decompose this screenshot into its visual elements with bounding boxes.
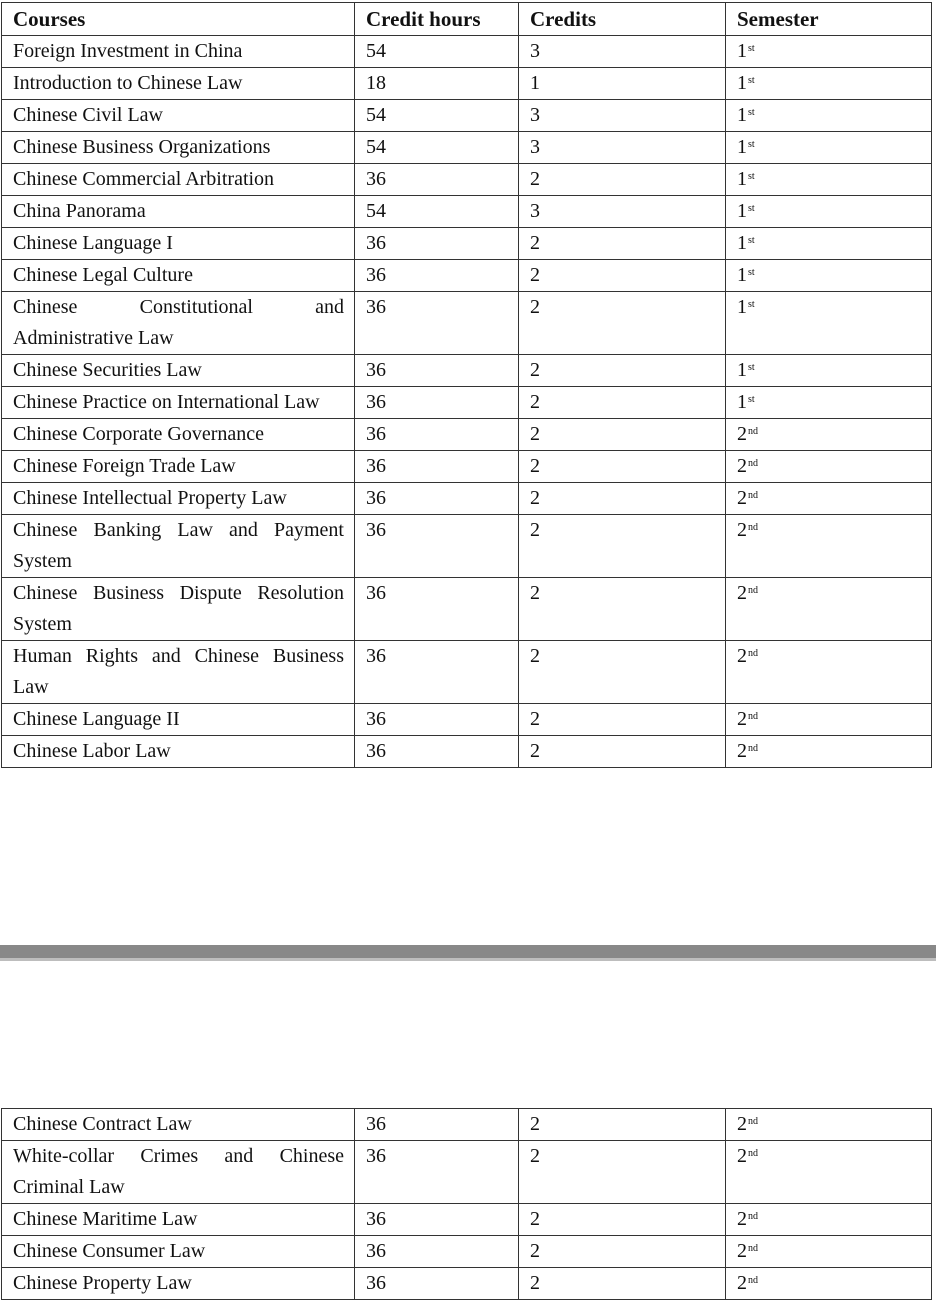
column-header-credit-hours: Credit hours — [355, 3, 519, 36]
semester-ordinal-suffix: nd — [748, 711, 758, 722]
semester-number: 1 — [737, 232, 747, 254]
credit-hours-cell: 54 — [355, 132, 519, 164]
credit-hours-cell: 36 — [355, 387, 519, 419]
table-row — [2, 387, 932, 419]
table-row — [2, 736, 932, 768]
credits-cell: 2 — [519, 164, 726, 196]
semester-cell — [726, 164, 932, 196]
course-table-continued — [1, 1108, 932, 1300]
table-row — [2, 515, 932, 578]
semester-cell — [726, 228, 932, 260]
semester-cell — [726, 260, 932, 292]
credit-hours-cell: 36 — [355, 1236, 519, 1268]
semester-number: 2 — [737, 455, 747, 477]
credit-hours-cell: 54 — [355, 36, 519, 68]
credits-cell: 3 — [519, 196, 726, 228]
semester-ordinal-suffix: nd — [748, 1116, 758, 1127]
semester-ordinal-suffix: st — [748, 299, 755, 310]
course-name: Chinese Foreign Trade Law — [2, 451, 355, 483]
semester-number: 2 — [737, 1145, 747, 1167]
column-header-semester: Semester — [726, 3, 932, 36]
semester-number: 1 — [737, 72, 747, 94]
table-row — [2, 419, 932, 451]
course-name: Chinese Business Organizations — [2, 132, 355, 164]
credit-hours-cell: 36 — [355, 419, 519, 451]
semester-number: 2 — [737, 1113, 747, 1135]
semester-cell — [726, 1268, 932, 1300]
column-header-credits: Credits — [519, 3, 726, 36]
course-name: Chinese Legal Culture — [2, 260, 355, 292]
course-name: Human Rights and Chinese Business Law — [2, 641, 355, 704]
semester-number: 2 — [737, 519, 747, 541]
course-name: Introduction to Chinese Law — [2, 68, 355, 100]
table-row — [2, 1268, 932, 1300]
credits-cell: 2 — [519, 515, 726, 578]
semester-number: 1 — [737, 391, 747, 413]
semester-number: 2 — [737, 645, 747, 667]
table-row — [2, 100, 932, 132]
semester-cell — [726, 1204, 932, 1236]
credits-cell: 2 — [519, 578, 726, 641]
credits-cell: 2 — [519, 451, 726, 483]
table-row — [2, 355, 932, 387]
course-name: China Panorama — [2, 196, 355, 228]
credits-cell: 3 — [519, 132, 726, 164]
course-name: Chinese Banking Law and Payment System — [2, 515, 355, 578]
semester-ordinal-suffix: st — [748, 43, 755, 54]
semester-cell — [726, 704, 932, 736]
credits-cell: 2 — [519, 736, 726, 768]
semester-number: 1 — [737, 200, 747, 222]
course-name: Chinese Labor Law — [2, 736, 355, 768]
semester-cell — [726, 451, 932, 483]
semester-cell — [726, 1109, 932, 1141]
semester-number: 1 — [737, 40, 747, 62]
semester-ordinal-suffix: nd — [748, 1243, 758, 1254]
table-row — [2, 1236, 932, 1268]
credits-cell: 2 — [519, 1141, 726, 1204]
table-row — [2, 292, 932, 355]
course-name: Chinese Language II — [2, 704, 355, 736]
semester-cell — [726, 515, 932, 578]
credit-hours-cell: 36 — [355, 451, 519, 483]
course-name: Chinese Property Law — [2, 1268, 355, 1300]
semester-number: 1 — [737, 168, 747, 190]
semester-ordinal-suffix: nd — [748, 1275, 758, 1286]
course-table — [1, 2, 932, 768]
credit-hours-cell: 36 — [355, 260, 519, 292]
table-row — [2, 451, 932, 483]
course-name: Chinese Corporate Governance — [2, 419, 355, 451]
credit-hours-cell: 36 — [355, 292, 519, 355]
semester-ordinal-suffix: st — [748, 235, 755, 246]
table-row — [2, 196, 932, 228]
course-name: Chinese Intellectual Property Law — [2, 483, 355, 515]
credit-hours-cell: 36 — [355, 483, 519, 515]
table-header-row — [2, 3, 932, 36]
semester-number: 1 — [737, 296, 747, 318]
table-row — [2, 641, 932, 704]
table-row — [2, 1204, 932, 1236]
semester-ordinal-suffix: nd — [748, 1211, 758, 1222]
semester-cell — [726, 100, 932, 132]
page-divider — [0, 945, 936, 961]
semester-number: 1 — [737, 359, 747, 381]
table-row — [2, 228, 932, 260]
credits-cell: 2 — [519, 483, 726, 515]
table-row — [2, 68, 932, 100]
course-name: Chinese Maritime Law — [2, 1204, 355, 1236]
credits-cell: 2 — [519, 1236, 726, 1268]
course-name: Chinese Language I — [2, 228, 355, 260]
credits-cell: 2 — [519, 292, 726, 355]
semester-ordinal-suffix: nd — [748, 743, 758, 754]
credits-cell: 3 — [519, 36, 726, 68]
course-table-body — [2, 36, 932, 768]
semester-ordinal-suffix: st — [748, 75, 755, 86]
semester-ordinal-suffix: nd — [748, 585, 758, 596]
credits-cell: 2 — [519, 1109, 726, 1141]
course-name: Chinese Constitutional and Administrative Law — [2, 292, 355, 355]
course-name: White-collar Crimes and Chinese Criminal Law — [2, 1141, 355, 1204]
semester-number: 2 — [737, 1272, 747, 1294]
semester-cell — [726, 1236, 932, 1268]
semester-ordinal-suffix: st — [748, 139, 755, 150]
semester-number: 1 — [737, 104, 747, 126]
credit-hours-cell: 36 — [355, 228, 519, 260]
credits-cell: 2 — [519, 1204, 726, 1236]
credits-cell: 2 — [519, 641, 726, 704]
semester-cell — [726, 196, 932, 228]
course-table-continued-body — [2, 1109, 932, 1300]
semester-ordinal-suffix: st — [748, 394, 755, 405]
credit-hours-cell: 36 — [355, 515, 519, 578]
semester-number: 2 — [737, 1240, 747, 1262]
semester-cell — [726, 132, 932, 164]
semester-cell — [726, 68, 932, 100]
credits-cell: 2 — [519, 387, 726, 419]
credit-hours-cell: 36 — [355, 641, 519, 704]
table-row — [2, 1141, 932, 1204]
semester-number: 2 — [737, 740, 747, 762]
course-name: Chinese Consumer Law — [2, 1236, 355, 1268]
table-row — [2, 164, 932, 196]
semester-ordinal-suffix: nd — [748, 458, 758, 469]
semester-number: 1 — [737, 136, 747, 158]
semester-cell — [726, 355, 932, 387]
table-row — [2, 578, 932, 641]
semester-number: 2 — [737, 1208, 747, 1230]
semester-ordinal-suffix: st — [748, 171, 755, 182]
table-row — [2, 260, 932, 292]
semester-cell — [726, 419, 932, 451]
table-row — [2, 36, 932, 68]
semester-ordinal-suffix: st — [748, 362, 755, 373]
credits-cell: 1 — [519, 68, 726, 100]
credit-hours-cell: 36 — [355, 1109, 519, 1141]
credit-hours-cell: 36 — [355, 736, 519, 768]
semester-ordinal-suffix: nd — [748, 648, 758, 659]
semester-ordinal-suffix: nd — [748, 426, 758, 437]
semester-cell — [726, 578, 932, 641]
semester-number: 1 — [737, 264, 747, 286]
semester-number: 2 — [737, 708, 747, 730]
column-header-courses: Courses — [2, 3, 355, 36]
course-name: Foreign Investment in China — [2, 36, 355, 68]
semester-cell — [726, 292, 932, 355]
credits-cell: 2 — [519, 704, 726, 736]
course-name: Chinese Practice on International Law — [2, 387, 355, 419]
course-name: Chinese Business Dispute Resolution System — [2, 578, 355, 641]
course-name: Chinese Civil Law — [2, 100, 355, 132]
credit-hours-cell: 36 — [355, 578, 519, 641]
credit-hours-cell: 36 — [355, 1268, 519, 1300]
course-name: Chinese Securities Law — [2, 355, 355, 387]
semester-cell — [726, 483, 932, 515]
credits-cell: 2 — [519, 355, 726, 387]
credit-hours-cell: 36 — [355, 355, 519, 387]
semester-number: 2 — [737, 582, 747, 604]
semester-cell — [726, 387, 932, 419]
credits-cell: 2 — [519, 1268, 726, 1300]
semester-ordinal-suffix: nd — [748, 1148, 758, 1159]
table-row — [2, 483, 932, 515]
credit-hours-cell: 54 — [355, 196, 519, 228]
table-row — [2, 132, 932, 164]
semester-cell — [726, 736, 932, 768]
semester-number: 2 — [737, 423, 747, 445]
credits-cell: 2 — [519, 419, 726, 451]
credit-hours-cell: 36 — [355, 164, 519, 196]
credits-cell: 2 — [519, 228, 726, 260]
course-name: Chinese Commercial Arbitration — [2, 164, 355, 196]
semester-ordinal-suffix: st — [748, 267, 755, 278]
semester-cell — [726, 36, 932, 68]
semester-ordinal-suffix: nd — [748, 522, 758, 533]
table-row — [2, 704, 932, 736]
course-name: Chinese Contract Law — [2, 1109, 355, 1141]
credits-cell: 3 — [519, 100, 726, 132]
semester-ordinal-suffix: st — [748, 107, 755, 118]
semester-number: 2 — [737, 487, 747, 509]
credit-hours-cell: 54 — [355, 100, 519, 132]
credits-cell: 2 — [519, 260, 726, 292]
credit-hours-cell: 36 — [355, 1204, 519, 1236]
table-row — [2, 1109, 932, 1141]
credit-hours-cell: 36 — [355, 704, 519, 736]
credit-hours-cell: 18 — [355, 68, 519, 100]
credit-hours-cell: 36 — [355, 1141, 519, 1204]
semester-cell — [726, 641, 932, 704]
semester-cell — [726, 1141, 932, 1204]
semester-ordinal-suffix: nd — [748, 490, 758, 501]
semester-ordinal-suffix: st — [748, 203, 755, 214]
